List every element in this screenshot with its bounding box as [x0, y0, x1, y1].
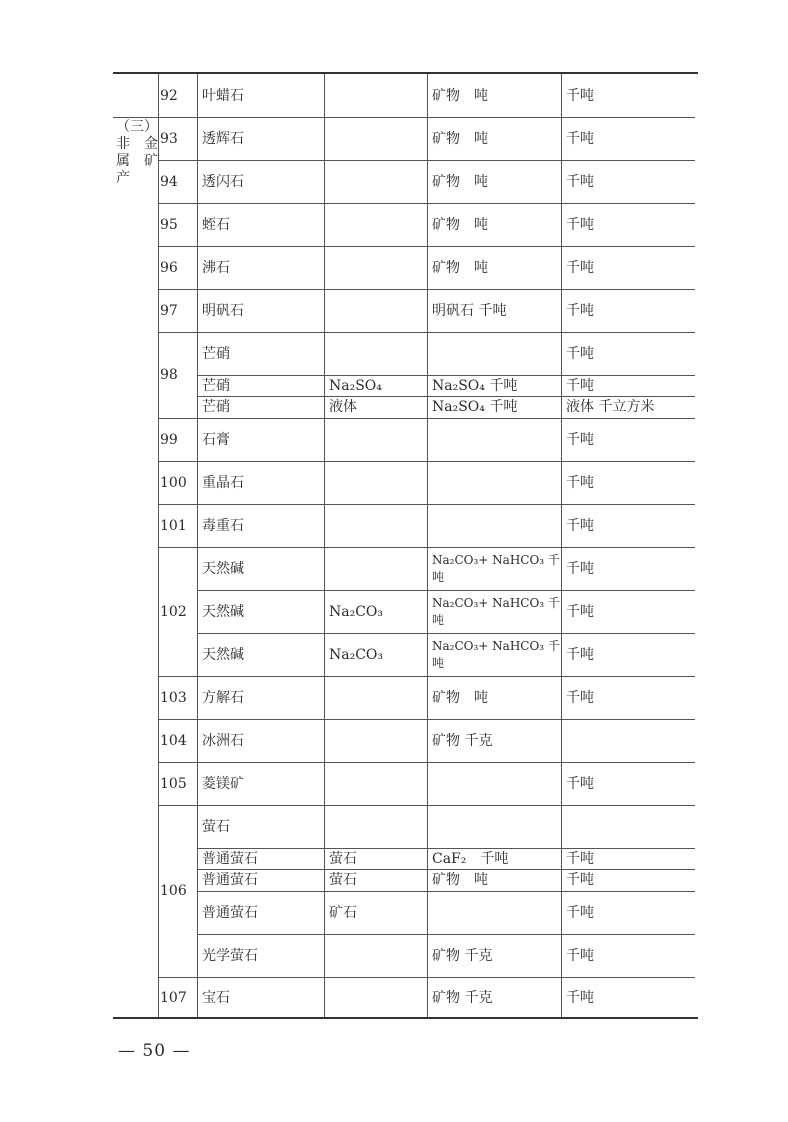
reserve-unit: 千吨 [566, 302, 594, 319]
quantity-unit: 矿物 吨 [432, 689, 488, 706]
quantity-unit: Na₂SO₄ 千吨 [432, 377, 518, 394]
category-label [116, 119, 158, 187]
mineral-name: 普通萤石 [202, 850, 258, 867]
unit-basis: 液体 [329, 399, 357, 415]
quantity-unit: 矿物 吨 [432, 216, 488, 233]
mineral-name: 沸石 [202, 259, 230, 276]
mineral-name: 芒硝 [202, 345, 230, 362]
unit-basis: 萤石 [329, 850, 357, 867]
mineral-name: 天然碱 [202, 646, 244, 663]
mineral-name: 叶蜡石 [202, 87, 244, 104]
quantity-unit: 矿物 吨 [432, 872, 488, 888]
row-number: 106 [160, 883, 187, 899]
table-top-rule [113, 72, 698, 74]
row-rule [158, 246, 695, 247]
column-rule [427, 74, 428, 1017]
row-rule [158, 504, 695, 505]
reserve-unit: 千吨 [566, 87, 594, 104]
row-number: 95 [160, 216, 178, 233]
row-number: 102 [160, 603, 187, 620]
row-number: 103 [160, 689, 187, 706]
row-number: 94 [160, 173, 178, 190]
mineral-name: 萤石 [202, 818, 230, 835]
mineral-name: 天然碱 [202, 560, 244, 577]
reserve-unit: 千吨 [566, 474, 594, 491]
row-rule [158, 762, 695, 763]
mineral-name: 重晶石 [202, 474, 244, 491]
row-rule [197, 848, 695, 849]
unit-basis: Na₂SO₄ [329, 377, 382, 394]
mineral-name: 方解石 [202, 689, 244, 706]
reserve-unit: 千吨 [566, 872, 594, 888]
row-rule [158, 977, 695, 978]
mineral-name: 蛭石 [202, 216, 230, 233]
quantity-unit: Na₂CO₃+ NaHCO₃ 千吨 [432, 595, 560, 627]
column-rule [324, 74, 325, 1017]
reserve-unit: 千吨 [566, 947, 594, 964]
unit-basis: Na₂CO₃ [329, 603, 384, 620]
row-rule [158, 676, 695, 677]
reserve-unit: 千吨 [566, 345, 594, 362]
reserve-unit: 千吨 [566, 173, 594, 190]
row-number: 93 [160, 130, 178, 147]
quantity-unit: 矿物 千克 [432, 947, 493, 964]
category-label-line: （三） [116, 119, 158, 135]
row-rule [197, 934, 695, 935]
page-number: — 50 — [118, 1041, 191, 1061]
mineral-name: 天然碱 [202, 603, 244, 620]
reserve-unit: 千吨 [566, 377, 594, 394]
mineral-name: 透辉石 [202, 130, 244, 147]
row-number: 96 [160, 259, 178, 276]
row-rule [158, 117, 695, 118]
row-rule [197, 375, 695, 376]
row-rule [158, 160, 695, 161]
row-rule [113, 117, 158, 118]
mineral-name: 光学萤石 [202, 947, 258, 964]
row-rule [197, 891, 695, 892]
reserve-unit: 千吨 [566, 216, 594, 233]
category-label-line: 属 矿 [116, 153, 158, 169]
quantity-unit: 矿物 吨 [432, 259, 488, 276]
column-rule [561, 74, 562, 1017]
row-rule [197, 396, 695, 397]
mineral-name: 宝石 [202, 989, 230, 1006]
mineral-name: 冰洲石 [202, 732, 244, 749]
mineral-name: 普通萤石 [202, 904, 258, 921]
mineral-name: 菱镁矿 [202, 775, 244, 792]
column-rule [197, 74, 198, 1017]
row-rule [197, 590, 695, 591]
mineral-name: 芒硝 [202, 399, 230, 415]
reserve-unit: 千吨 [566, 431, 594, 448]
column-rule [158, 74, 159, 1017]
reserve-unit: 液体 千立方米 [566, 399, 655, 415]
quantity-unit: Na₂CO₃+ NaHCO₃ 千吨 [432, 638, 560, 670]
row-rule [158, 547, 695, 548]
unit-basis: 萤石 [329, 872, 357, 888]
row-rule [158, 461, 695, 462]
quantity-unit: 矿物 吨 [432, 87, 488, 104]
row-rule [197, 869, 695, 870]
row-number: 101 [160, 517, 187, 534]
row-number: 100 [160, 474, 187, 491]
row-number: 107 [160, 989, 187, 1006]
row-number: 98 [160, 367, 178, 383]
row-number: 104 [160, 732, 187, 749]
quantity-unit: 矿物 千克 [432, 989, 493, 1006]
row-rule [158, 719, 695, 720]
mineral-name: 芒硝 [202, 377, 230, 394]
mineral-name: 普通萤石 [202, 872, 258, 888]
reserve-unit: 千吨 [566, 989, 594, 1006]
row-rule [197, 633, 695, 634]
category-label-line: 非 金 [116, 136, 158, 152]
row-number: 97 [160, 302, 178, 319]
row-number: 92 [160, 87, 178, 104]
quantity-unit: CaF₂ 千吨 [432, 850, 509, 867]
reserve-unit: 千吨 [566, 560, 594, 577]
unit-basis: 矿石 [329, 904, 357, 921]
quantity-unit: 矿物 吨 [432, 173, 488, 190]
reserve-unit: 千吨 [566, 517, 594, 534]
reserve-unit: 千吨 [566, 689, 594, 706]
reserve-unit: 千吨 [566, 850, 594, 867]
quantity-unit: Na₂SO₄ 千吨 [432, 399, 518, 415]
row-rule [158, 332, 695, 333]
table-bottom-rule [113, 1017, 698, 1019]
quantity-unit: Na₂CO₃+ NaHCO₃ 千吨 [432, 552, 560, 584]
quantity-unit: 矿物 吨 [432, 130, 488, 147]
reserve-unit: 千吨 [566, 904, 594, 921]
category-label-line: 产 [116, 170, 130, 186]
row-rule [158, 805, 695, 806]
quantity-unit: 明矾石 千吨 [432, 302, 507, 319]
reserve-unit: 千吨 [566, 603, 594, 620]
reserve-unit: 千吨 [566, 259, 594, 276]
reserve-unit: 千吨 [566, 775, 594, 792]
row-number: 105 [160, 775, 187, 792]
row-rule [158, 203, 695, 204]
mineral-name: 透闪石 [202, 173, 244, 190]
row-rule [158, 418, 695, 419]
reserve-unit: 千吨 [566, 130, 594, 147]
unit-basis: Na₂CO₃ [329, 646, 384, 663]
mineral-name: 明矾石 [202, 302, 244, 319]
row-number: 99 [160, 431, 178, 448]
reserve-unit: 千吨 [566, 646, 594, 663]
mineral-name: 毒重石 [202, 517, 244, 534]
quantity-unit: 矿物 千克 [432, 732, 493, 749]
row-rule [158, 289, 695, 290]
mineral-name: 石膏 [202, 431, 230, 448]
